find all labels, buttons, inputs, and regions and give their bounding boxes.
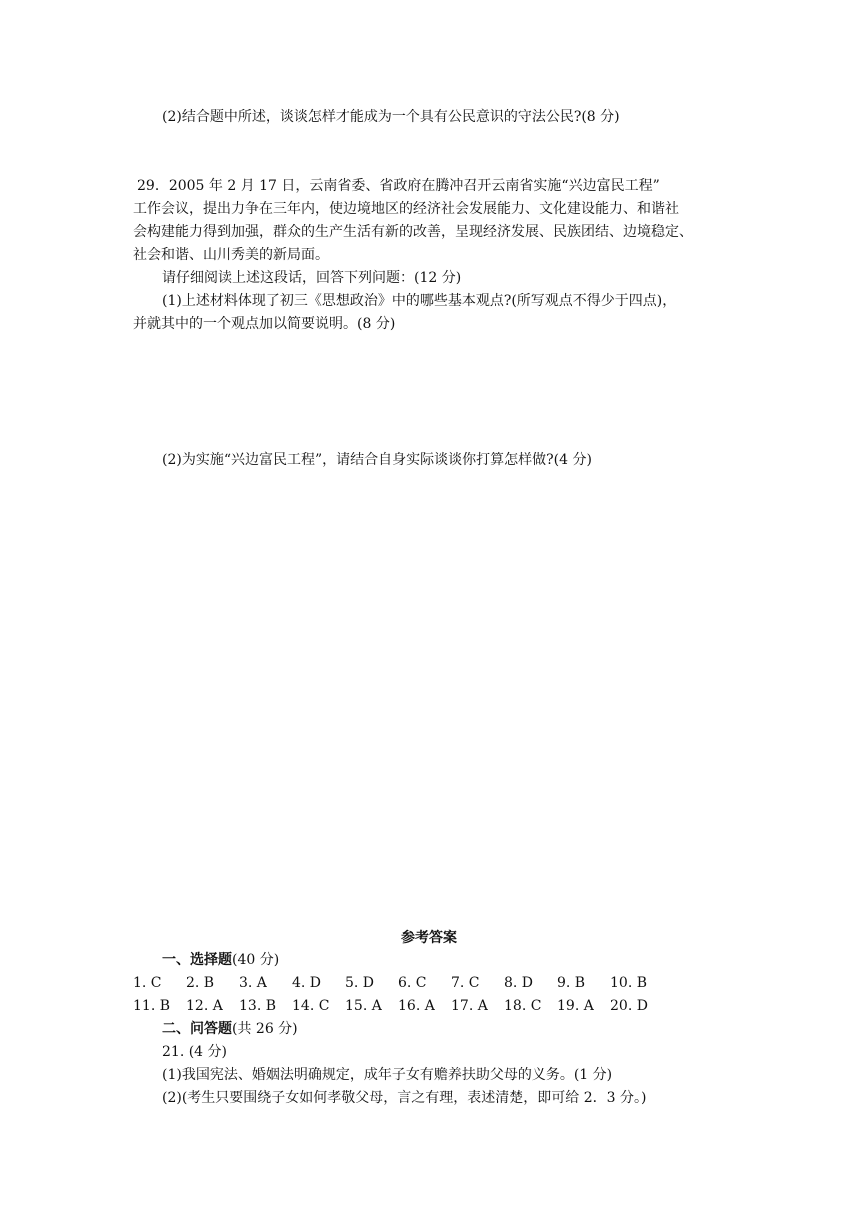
answer-item: 10. B [610,975,648,991]
answer-item: 12. A [186,998,223,1014]
answer-item: 17. A [451,998,488,1014]
answers-row-2 [133,995,663,1017]
q21-header: 21. (4 分) [162,1044,227,1060]
q29-part1-line2: 并就其中的一个观点加以简要说明。(8 分) [133,316,396,332]
answer-item: 1. C [133,975,162,991]
answer-item: 20. D [610,998,648,1014]
answer-item: 16. A [398,998,435,1014]
q29-para-line2: 工作会议，提出力争在三年内，使边境地区的经济社会发展能力、文化建设能力、和谐社 [133,201,679,217]
section1-score: (40 分) [232,952,280,968]
answer-item: 2. B [186,975,215,991]
q29-part2: (2)为实施“兴边富民工程”，请结合自身实际谈谈你打算怎样做?(4 分) [162,452,592,468]
answer-item: 8. D [504,975,534,991]
answer-item: 11. B [133,998,171,1014]
answers-section2-heading [162,1018,298,1040]
q29-part1-line1: (1)上述材料体现了初三《思想政治》中的哪些基本观点?(所写观点不得少于四点)， [162,293,677,309]
answer-item: 3. A [239,975,267,991]
section2-score: (共 26 分) [232,1021,298,1037]
answer-item: 9. B [557,975,586,991]
q28-part2: (2)结合题中所述，谈谈怎样才能成为一个具有公民意识的守法公民?(8 分) [162,109,620,125]
answer-item: 4. D [292,975,322,991]
answer-item: 14. C [292,998,330,1014]
answer-item: 7. C [451,975,480,991]
q29-para-line4: 社会和谐、山川秀美的新局面。 [133,247,329,263]
answer-item: 18. C [504,998,542,1014]
q21-answer-line2: (2)(考生只要围绕子女如何孝敬父母，言之有理，表述清楚，即可给 2．3 分。) [162,1090,647,1106]
section2-label: 二、问答题 [162,1021,232,1037]
answer-item: 6. C [398,975,427,991]
q21-answer-line1: (1)我国宪法、婚姻法明确规定，成年子女有赡养扶助父母的义务。(1 分) [162,1067,613,1083]
q29-para-line3: 会构建能力得到加强，群众的生产生活有新的改善，呈现经济发展、民族团结、边境稳定、 [133,224,693,240]
answer-item: 13. B [239,998,277,1014]
answers-row-1 [133,972,663,994]
section1-label: 一、选择题 [162,952,232,968]
answer-item: 19. A [557,998,594,1014]
answers-section1-heading [162,949,279,971]
q29-para-line1: 29．2005 年 2 月 17 日，云南省委、省政府在腾冲召开云南省实施“兴边富民工程” [137,178,660,194]
answer-item: 15. A [345,998,382,1014]
answer-item: 5. D [345,975,375,991]
answers-title: 参考答案 [401,930,457,946]
q29-instruction: 请仔细阅读上述这段话，回答下列问题：(12 分) [162,270,462,286]
